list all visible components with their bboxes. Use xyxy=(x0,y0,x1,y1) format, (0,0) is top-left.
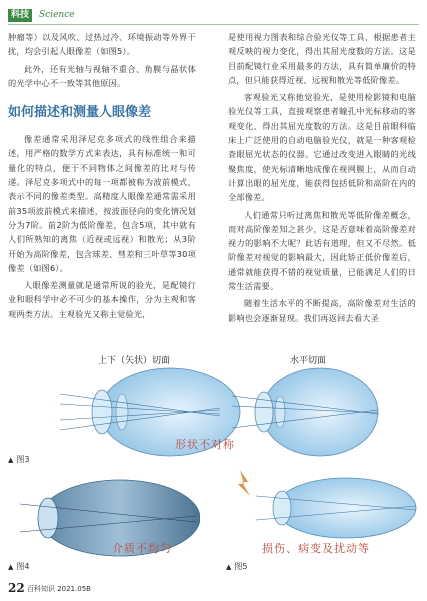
cornea-shape xyxy=(92,390,112,434)
right-paragraph-1: 是使用视力图表和综合验光仪等工具，根据患者主观反映的视力变化，得出其屈光度数的方法。这是目前配镜行业采用最多的方法，具有简单廉价的特点，但只能获得近视、远视和散光等低阶像差。 xyxy=(228,32,416,85)
section-name: Science xyxy=(39,10,75,20)
fig4-eye-diagram xyxy=(20,478,200,558)
fig3-caption: 形状不对称 xyxy=(175,438,235,451)
journal-info: 百科知识 2021.05B xyxy=(27,585,91,593)
header-divider xyxy=(8,24,419,25)
left-paragraph-2: 此外，还有光轴与视轴不重合、角膜与晶状体的光学中心不一致等其他原因。 xyxy=(8,63,196,88)
right-paragraph-3: 人们通常只听过离焦和散光等低阶像差概念，而对高阶像差知之甚少，这是否意味着高阶像差对视力的影响不大呢？此话有道理，但又不尽然。低阶像差对视觉的影响最大，因此矫正低价像差后，通常就能获得不错的视觉质量，已能满足人们的日常生活需要。 xyxy=(228,209,416,292)
fig4-label: ▲ 图4 xyxy=(8,562,30,571)
right-text-column xyxy=(228,30,416,328)
page-number: 22 xyxy=(8,581,25,595)
left-paragraph-1: 肿瘤等）以及风吹、过热过冷、环境振动等外界干扰，均会引起人眼像差（如图5）。 xyxy=(8,32,196,57)
fig4-caption: 介质不均匀 xyxy=(112,542,172,555)
right-paragraph-4: 随着生活水平的不断提高，高阶像差对生活的影响也会逐渐显现。我们再返回去看大圣 xyxy=(228,298,416,323)
fig3-title-horizontal: 水平切面 xyxy=(290,356,327,366)
left-text-column xyxy=(8,30,196,324)
left-paragraph-3: 像差通常采用泽尼克多项式的线性组合来描述，用严格的数学方式来表达，具有标准统一和可量化的特点，便于不同物体之间像差的比对与传递。泽尼克多项式中的每一项都被称为波前模式，表示不同的像差类型。高精度人眼像差通常需采用前35项波前模式来描述，按波面径向的变化情况划分为7阶。前2阶为低阶像差，包含5项，其中就有人们所熟知的离焦（近视或远视）和散光；从3阶开始为高阶像差，包含球差、彗差和三叶草等30项像差（如图6）。 xyxy=(8,134,196,273)
fig3-label: ▲ 图3 xyxy=(8,455,30,464)
right-paragraph-2: 客观验光又称他觉验光，是使用检影镜和电脑验光仪等工具，直接观察患者瞳孔中光标移动的客观变化，得出其屈光度数的方法。这是目前眼科临床上广泛使用的自动电脑验光仪，就是一种客观检查眼屈光状态的仪器。它通过改变进入眼睛的光线聚焦度，使光标清晰地成像在视网膜上，从而自动计算出眼的屈光度，能获得包括低阶和高阶在内的全部像差。 xyxy=(228,92,416,203)
fig5-label: ▲ 图5 xyxy=(226,562,248,571)
fig3-title-sagittal: 上下（矢状）切面 xyxy=(98,356,171,366)
lens-shape xyxy=(116,394,128,430)
fig5-caption: 损伤、病变及扰动等 xyxy=(262,542,370,555)
left-paragraph-4: 人眼像差测量就是通常所说的验光，是配镜行业和眼科学中必不可少的基本操作，分为主观和客观两类方法。主观验光又称主觉验光， xyxy=(8,280,196,319)
lightning-icon xyxy=(238,470,250,496)
column-tag: 科技 xyxy=(8,9,32,22)
fig5-eye-diagram xyxy=(226,466,420,540)
section-heading: 如何描述和测量人眼像差 xyxy=(8,105,152,121)
